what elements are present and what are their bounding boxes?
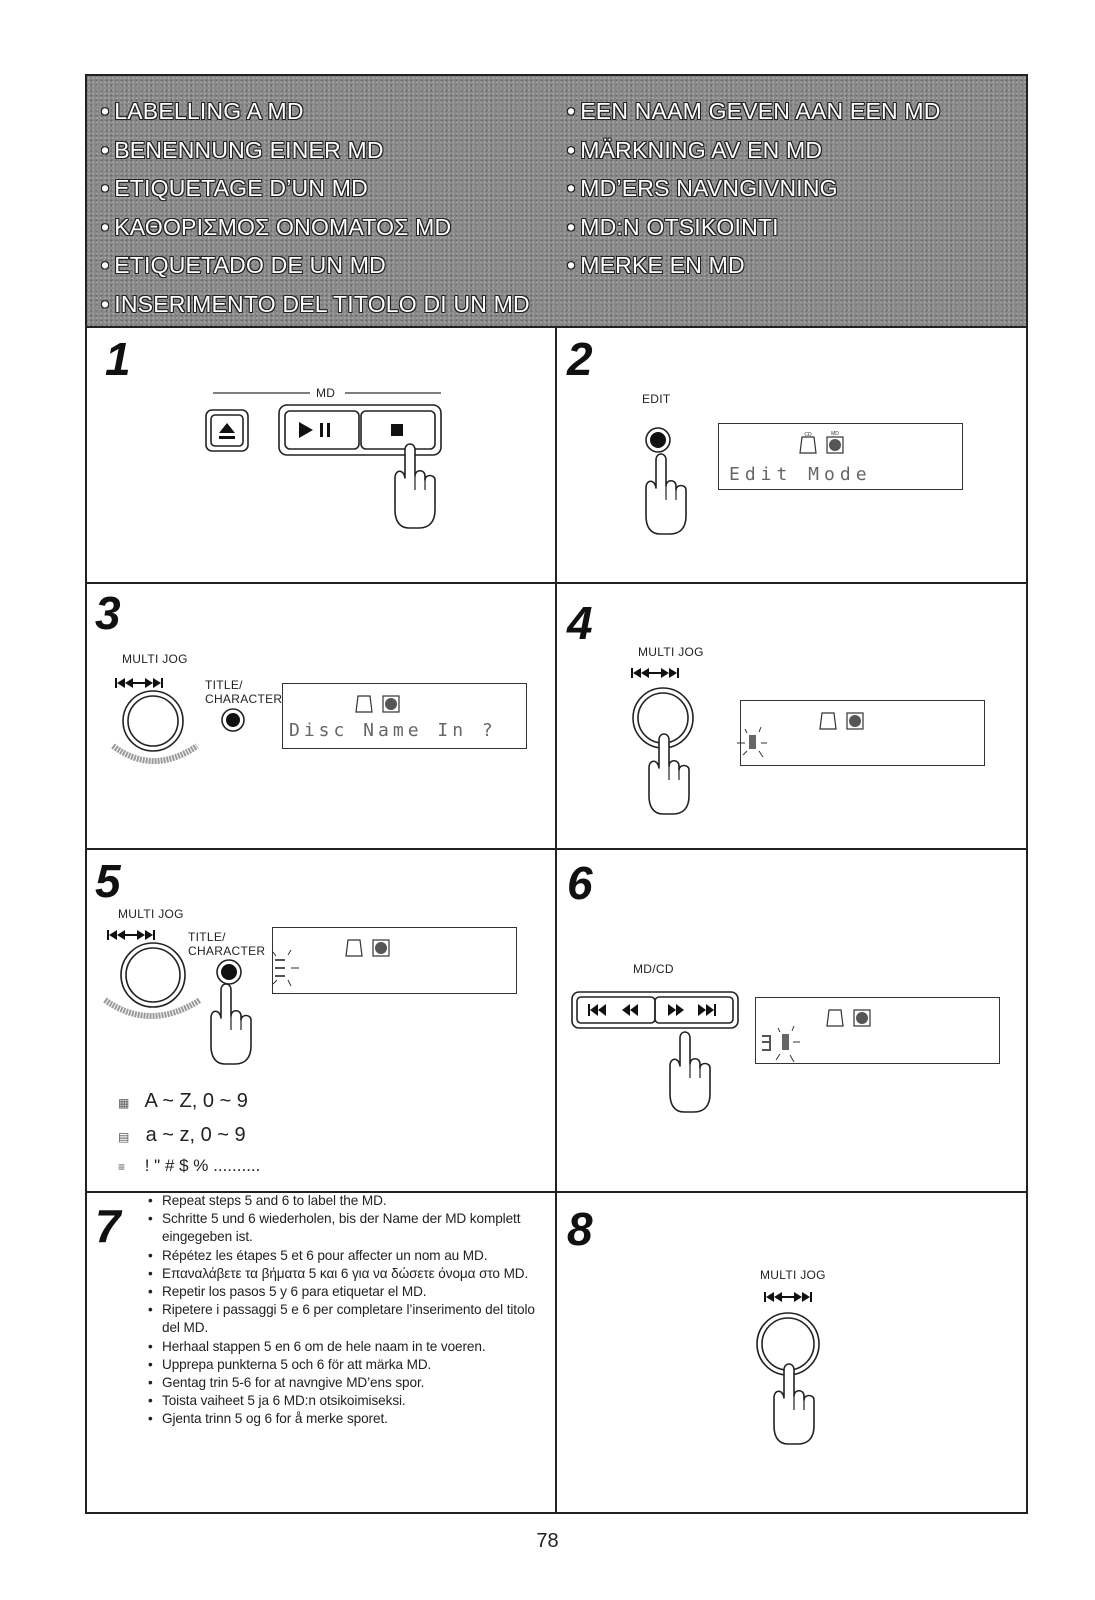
cd-md-indicator-icon bbox=[817, 705, 877, 731]
title-it: • INSERIMENTO DEL TITOLO DI UN MD bbox=[101, 290, 530, 317]
step-5-illustration bbox=[95, 922, 275, 1092]
instruction-el: • Επαναλάβετε τα βήματα 5 και 6 για να δώσετε όνομα στο MD. bbox=[148, 1265, 548, 1283]
play-pause-button[interactable] bbox=[285, 411, 359, 449]
md-group-label: MD bbox=[316, 386, 336, 400]
cd-md-indicator-icon bbox=[824, 1002, 884, 1028]
title-no: • MERKE EN MD bbox=[567, 252, 745, 278]
page-number: 78 bbox=[536, 1530, 559, 1552]
skip-arrows-icon bbox=[631, 668, 679, 678]
multi-jog-label: MULTI JOG bbox=[118, 907, 184, 921]
edit-button[interactable] bbox=[646, 428, 670, 452]
edit-label: EDIT bbox=[642, 392, 671, 406]
pointing-hand-icon bbox=[211, 984, 251, 1064]
lcd-text: Disc Name In ? bbox=[289, 720, 497, 741]
symbol-block-icon: ≡ bbox=[118, 1160, 126, 1174]
step-2-display bbox=[718, 423, 963, 490]
title-character-button[interactable] bbox=[217, 960, 241, 984]
title-character-label: TITLE/ CHARACTER bbox=[188, 930, 266, 958]
instruction-nl: • Herhaal stappen 5 en 6 om de hele naam in te voeren. bbox=[148, 1338, 548, 1356]
charset-symbols: ≡ ! " # $ % .......... bbox=[118, 1156, 261, 1175]
title-character-label: TITLE/ CHARACTER bbox=[205, 678, 283, 706]
instruction-sv: • Upprepa punkterna 5 och 6 för att märka MD. bbox=[148, 1356, 548, 1374]
upper-block-icon: ▦ bbox=[118, 1096, 130, 1110]
pointing-hand-icon bbox=[646, 454, 686, 534]
rewind-skip-button[interactable] bbox=[577, 997, 655, 1023]
multi-jog-label: MULTI JOG bbox=[760, 1268, 826, 1282]
blinking-cursor-icon bbox=[261, 944, 305, 994]
charset-lowercase: ▤ a ~ z, 0 ~ 9 bbox=[118, 1124, 246, 1146]
cd-md-indicator-icon bbox=[797, 429, 857, 455]
charset-uppercase: ▦ A ~ Z, 0 ~ 9 bbox=[118, 1090, 248, 1112]
lower-block-icon: ▤ bbox=[118, 1130, 130, 1144]
instruction-de: • Schritte 5 und 6 wiederholen, bis der Name der MD komplett eingegeben ist. bbox=[148, 1210, 548, 1246]
instruction-da: • Gentag trin 5-6 for at navngive MD’ens spor. bbox=[148, 1374, 548, 1392]
step-2-number: 2 bbox=[567, 333, 593, 385]
step-1-number: 1 bbox=[105, 333, 131, 385]
blinking-cursor-icon bbox=[733, 721, 773, 769]
grid-divider-row2 bbox=[87, 848, 1026, 850]
instruction-no: • Gjenta trinn 5 og 6 for å merke sporet. bbox=[148, 1410, 548, 1428]
pointing-hand-icon bbox=[774, 1364, 814, 1444]
instruction-fi: • Toista vaiheet 5 ja 6 MD:n otsikoimiseksi. bbox=[148, 1392, 548, 1410]
title-fi: • MD:N OTSIKOINTI bbox=[567, 213, 779, 240]
step-3-display bbox=[282, 683, 527, 749]
svg-text:CD: CD bbox=[804, 432, 812, 438]
title-list-left bbox=[101, 92, 530, 323]
step-6-number: 6 bbox=[567, 857, 593, 909]
skip-arrows-icon bbox=[107, 930, 155, 940]
step-4-display bbox=[740, 700, 985, 766]
step-2-illustration bbox=[638, 425, 698, 535]
step-1-illustration bbox=[195, 385, 455, 525]
title-character-button[interactable] bbox=[222, 709, 244, 731]
title-banner bbox=[87, 76, 1026, 328]
blinking-cursor-icon bbox=[760, 1020, 810, 1066]
instruction-fr: • Répétez les étapes 5 et 6 pour affecter un nom au MD. bbox=[148, 1247, 548, 1265]
md-cd-label: MD/CD bbox=[633, 962, 674, 976]
grid-divider-vertical bbox=[555, 326, 557, 1513]
title-en: • LABELLING A MD bbox=[101, 98, 304, 124]
title-el: • ΚΑΘΟΡΙΣΜΟΣ ΟΝΟΜΑΤΟΣ MD bbox=[101, 213, 452, 240]
eject-button[interactable] bbox=[206, 410, 248, 451]
lcd-text: Edit Mode bbox=[729, 464, 872, 485]
step-5-number: 5 bbox=[95, 855, 121, 907]
multi-jog-label: MULTI JOG bbox=[638, 645, 704, 659]
multi-jog-label: MULTI JOG bbox=[122, 652, 188, 666]
step-8-number: 8 bbox=[567, 1203, 593, 1255]
title-fr: • ETIQUETAGE D’UN MD bbox=[101, 175, 368, 201]
step-8-illustration bbox=[750, 1284, 860, 1454]
step-5-display bbox=[272, 927, 517, 994]
step-4-number: 4 bbox=[567, 597, 593, 649]
forward-skip-button[interactable] bbox=[655, 997, 733, 1023]
title-list-right bbox=[567, 92, 941, 285]
instruction-it: • Ripetere i passaggi 5 e 6 per completare l’inserimento del titolo del MD. bbox=[148, 1301, 548, 1337]
step-3-number: 3 bbox=[95, 587, 121, 639]
step-6-illustration bbox=[570, 990, 750, 1120]
skip-arrows-icon bbox=[764, 1292, 812, 1302]
title-es: • ETIQUETADO DE UN MD bbox=[101, 252, 386, 278]
title-de: • BENENNUNG EINER MD bbox=[101, 136, 384, 163]
step-7-number: 7 bbox=[95, 1200, 121, 1252]
grid-divider-row1 bbox=[87, 582, 1026, 584]
title-da: • MD’ERS NAVNGIVNING bbox=[567, 175, 838, 201]
instruction-en: • Repeat steps 5 and 6 to label the MD. bbox=[148, 1192, 548, 1210]
instruction-list bbox=[148, 1192, 548, 1429]
svg-text:MD: MD bbox=[831, 431, 839, 437]
step-4-illustration bbox=[625, 660, 745, 820]
cd-md-indicator-icon bbox=[353, 688, 413, 714]
title-nl: • EEN NAAM GEVEN AAN EEN MD bbox=[567, 98, 941, 124]
instruction-es: • Repetir los pasos 5 y 6 para etiquetar el MD. bbox=[148, 1283, 548, 1301]
pointing-hand-icon bbox=[395, 444, 435, 528]
stop-button[interactable] bbox=[361, 411, 435, 449]
cd-md-indicator-icon bbox=[343, 932, 403, 958]
multi-jog-knob[interactable] bbox=[121, 943, 185, 1007]
step-6-display bbox=[755, 997, 1000, 1064]
pointing-hand-icon bbox=[670, 1032, 710, 1112]
skip-arrows-icon bbox=[115, 678, 163, 688]
multi-jog-knob[interactable] bbox=[123, 691, 183, 751]
step-3-illustration bbox=[105, 668, 275, 778]
title-sv: • MÄRKNING AV EN MD bbox=[567, 136, 823, 163]
